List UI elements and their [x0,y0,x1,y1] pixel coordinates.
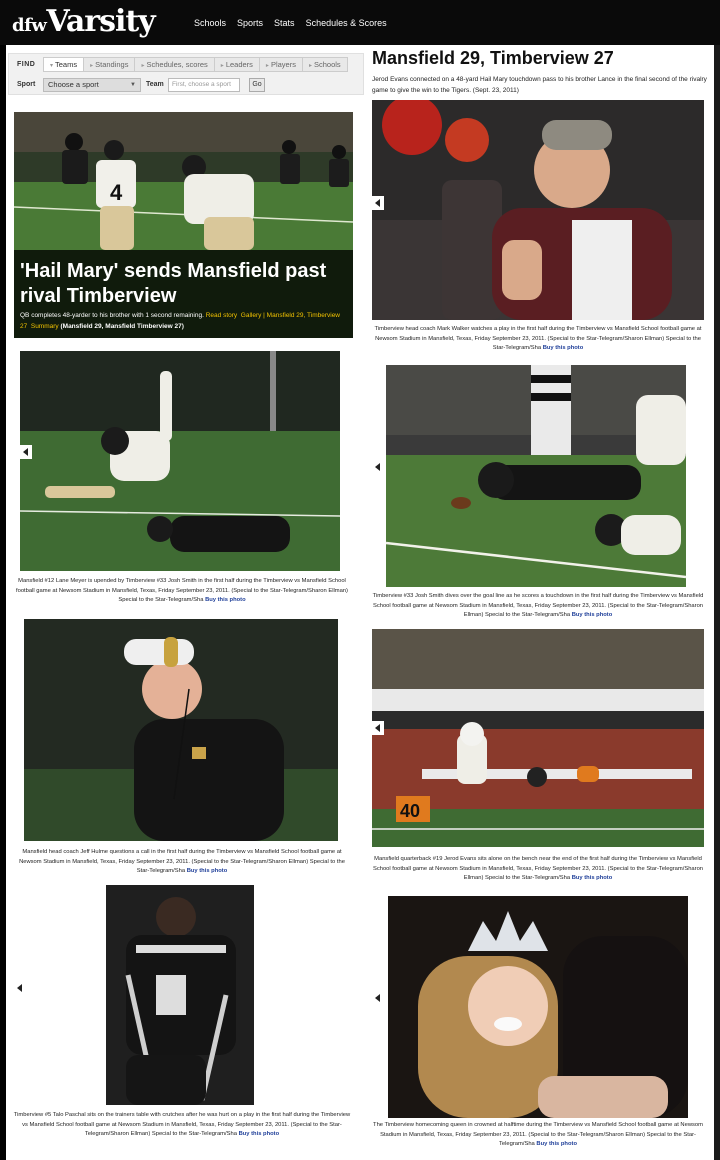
site-logo[interactable] [12,4,155,39]
tab-label: Schedules, scores [146,60,208,69]
nav-stats[interactable]: Stats [274,18,295,28]
photo-homecoming-queen[interactable] [388,896,688,1118]
feature-headline[interactable]: 'Hail Mary' sends Mansfield past rival Timberview [20,260,327,307]
find-label: FIND [17,61,36,68]
buy-photo-link[interactable]: Buy this photo [571,612,613,618]
tab-label: Standings [95,60,129,69]
summary-text: QB completes 48-yarder to his brother with 1 second remaining. [20,312,204,319]
nav-sports[interactable]: Sports [237,18,264,28]
finder-tabs [43,57,348,72]
team-input[interactable]: First, choose a sport [168,78,240,92]
buy-photo-link[interactable]: Buy this photo [571,875,613,881]
chevron-right-icon: ▸ [220,63,224,69]
photo-prev-arrow[interactable] [372,460,384,474]
main-nav [194,18,387,28]
tab-schools[interactable] [303,57,348,72]
chevron-right-icon: ▸ [265,63,269,69]
caption-text: Mansfield #12 Lane Meyer is upended by Timberview #33 Josh Smith in the first half during the Timberview vs Mansfield School football game at Newsom Stadium in Mansfield, Texas, Friday September 23, 2011. (Special to the Star-Telegram/Sharon Ellman) Special to the Star-Telegram/Sha [16,578,348,603]
photo-coach-hulme[interactable] [24,619,338,841]
photo-caption [12,848,352,877]
score-line: (Mansfield 29, Mansfield Timberview 27) [60,323,184,330]
photo-prev-arrow[interactable] [372,721,384,735]
caption-text: Mansfield quarterback #19 Jerod Evans sits alone on the bench near the end of the first half during the Timberview vs Mansfield School football game at Newsom Stadium in Mansfield, Texas, Friday September 23, 2011. (Special to the Star-Telegram/Sharon Ellman) Special to the Star-Telegram/Sha [372,856,704,881]
sport-label: Sport [17,81,36,88]
buy-photo-link[interactable]: Buy this photo [542,345,584,351]
chevron-right-icon: ▸ [141,63,145,69]
photo-prev-arrow[interactable] [372,991,384,1005]
photo-jerod-evans-bench[interactable] [372,629,704,847]
chevron-right-icon: ▸ [308,63,312,69]
jersey-number: 4 [110,180,123,205]
chevron-down-icon: ▼ [130,82,136,88]
chevron-down-icon: ▾ [50,63,54,69]
buy-photo-link[interactable]: Buy this photo [186,868,228,874]
nav-schedules-scores[interactable]: Schedules & Scores [305,18,387,28]
buy-photo-link[interactable]: Buy this photo [205,597,246,603]
photo-prev-arrow[interactable] [20,445,32,459]
go-button[interactable]: Go [249,78,265,92]
photo-lane-meyer[interactable] [20,351,340,571]
caption-text: Mansfield head coach Jeff Hulme questions a call in the first half during the Timberview vs Mansfield School football game at Newsom Stadium in Mansfield, Texas, Friday September 23, 2011. (Special to the Star-Telegram/Sharon Ellman) Special to the Star-Telegram/Sha [19,849,345,874]
yard-marker: 40 [400,801,421,821]
photo-caption [372,1121,704,1150]
logo-main: Varsity [46,4,155,39]
tab-label: Schools [313,60,341,69]
tab-label: Leaders [225,60,253,69]
feature-story[interactable] [14,112,353,338]
tab-label: Teams [55,60,78,69]
tab-standings[interactable] [84,57,135,72]
main-content [6,45,714,1160]
read-story-link[interactable]: Read story [205,312,238,319]
sport-select[interactable] [43,78,141,92]
finder-panel [8,53,364,95]
caption-text: Timberview #5 Talo Paschal sits on the trainers table with crutches after he was hurt on a play in the first half during the Timberview vs Mansfield School football game at Newsom Stadium in Mansfield, Texas, Friday September 23, 2011. (Special to the Star-Telegram/Sharon Ellman) Special to the Star-Telegram/Sha [13,1112,351,1137]
tab-label: Players [270,60,296,69]
photo-caption [372,855,704,884]
nav-schools[interactable]: Schools [194,18,227,28]
tab-players[interactable] [260,57,303,72]
tab-schedules-scores[interactable] [135,57,214,72]
photo-caption [372,592,704,621]
photo-caption [12,1111,352,1140]
caption-text: Timberview #33 Josh Smith dives over the goal line as he scores a touchdown in the first half during the Timberview vs Mansfield School football game at Newsom Stadium in Mansfield, Texas, Friday September 23, 2011. (Special to the Star-Telegram/Sharon Ellman) Special to the Star-Telegram/Sha [372,593,704,618]
photo-josh-smith[interactable] [386,365,686,587]
article-dek: Jerod Evans connected on a 48-yard Hail Mary touchdown pass to his brother Lance in the final second of the rivalry game to give the win to the Tigers. (Sept. 23, 2011) [372,76,707,94]
photo-talo-paschal[interactable] [106,885,254,1105]
photo-prev-arrow[interactable] [372,196,384,210]
buy-photo-link[interactable]: Buy this photo [536,1141,577,1147]
photo-caption [372,325,704,354]
site-header [0,0,720,45]
chevron-right-icon: ▸ [90,63,94,69]
article-title: Mansfield 29, Timberview 27 [372,48,614,68]
photo-caption [12,577,352,606]
sport-select-value: Choose a sport [48,80,99,89]
photo-coach-walker[interactable] [372,100,704,320]
feature-summary [20,310,350,332]
summary-link[interactable]: Summary [30,323,59,330]
caption-text: Timberview head coach Mark Walker watches a play in the first half during the Timberview vs Mansfield School football game at Newsom Stadium in Mansfield, Texas, Friday September 23, 2011. (Special to the Star-Telegram/Sharon Ellman) Special to the Star-Telegram/Sha [374,326,702,351]
tab-leaders[interactable] [215,57,260,72]
caption-text: The Timberview homecoming queen in crowned at halftime during the Timberview vs Mansfield School football game at Newsom Stadium in Mansfield, Texas, Friday September 23, 2011. (Special to the Star-Telegram/Sharon Ellman) Special to the Star-Telegram/Sha [373,1122,703,1147]
logo-prefix: dfw [12,15,47,36]
page-edge [714,45,720,1160]
team-label: Team [146,81,164,88]
photo-prev-arrow[interactable] [14,981,26,995]
tab-teams[interactable] [43,57,84,72]
buy-photo-link[interactable]: Buy this photo [238,1131,280,1137]
gallery-link[interactable]: Gallery | Mansfield 29, Timberview 27 [20,312,341,330]
